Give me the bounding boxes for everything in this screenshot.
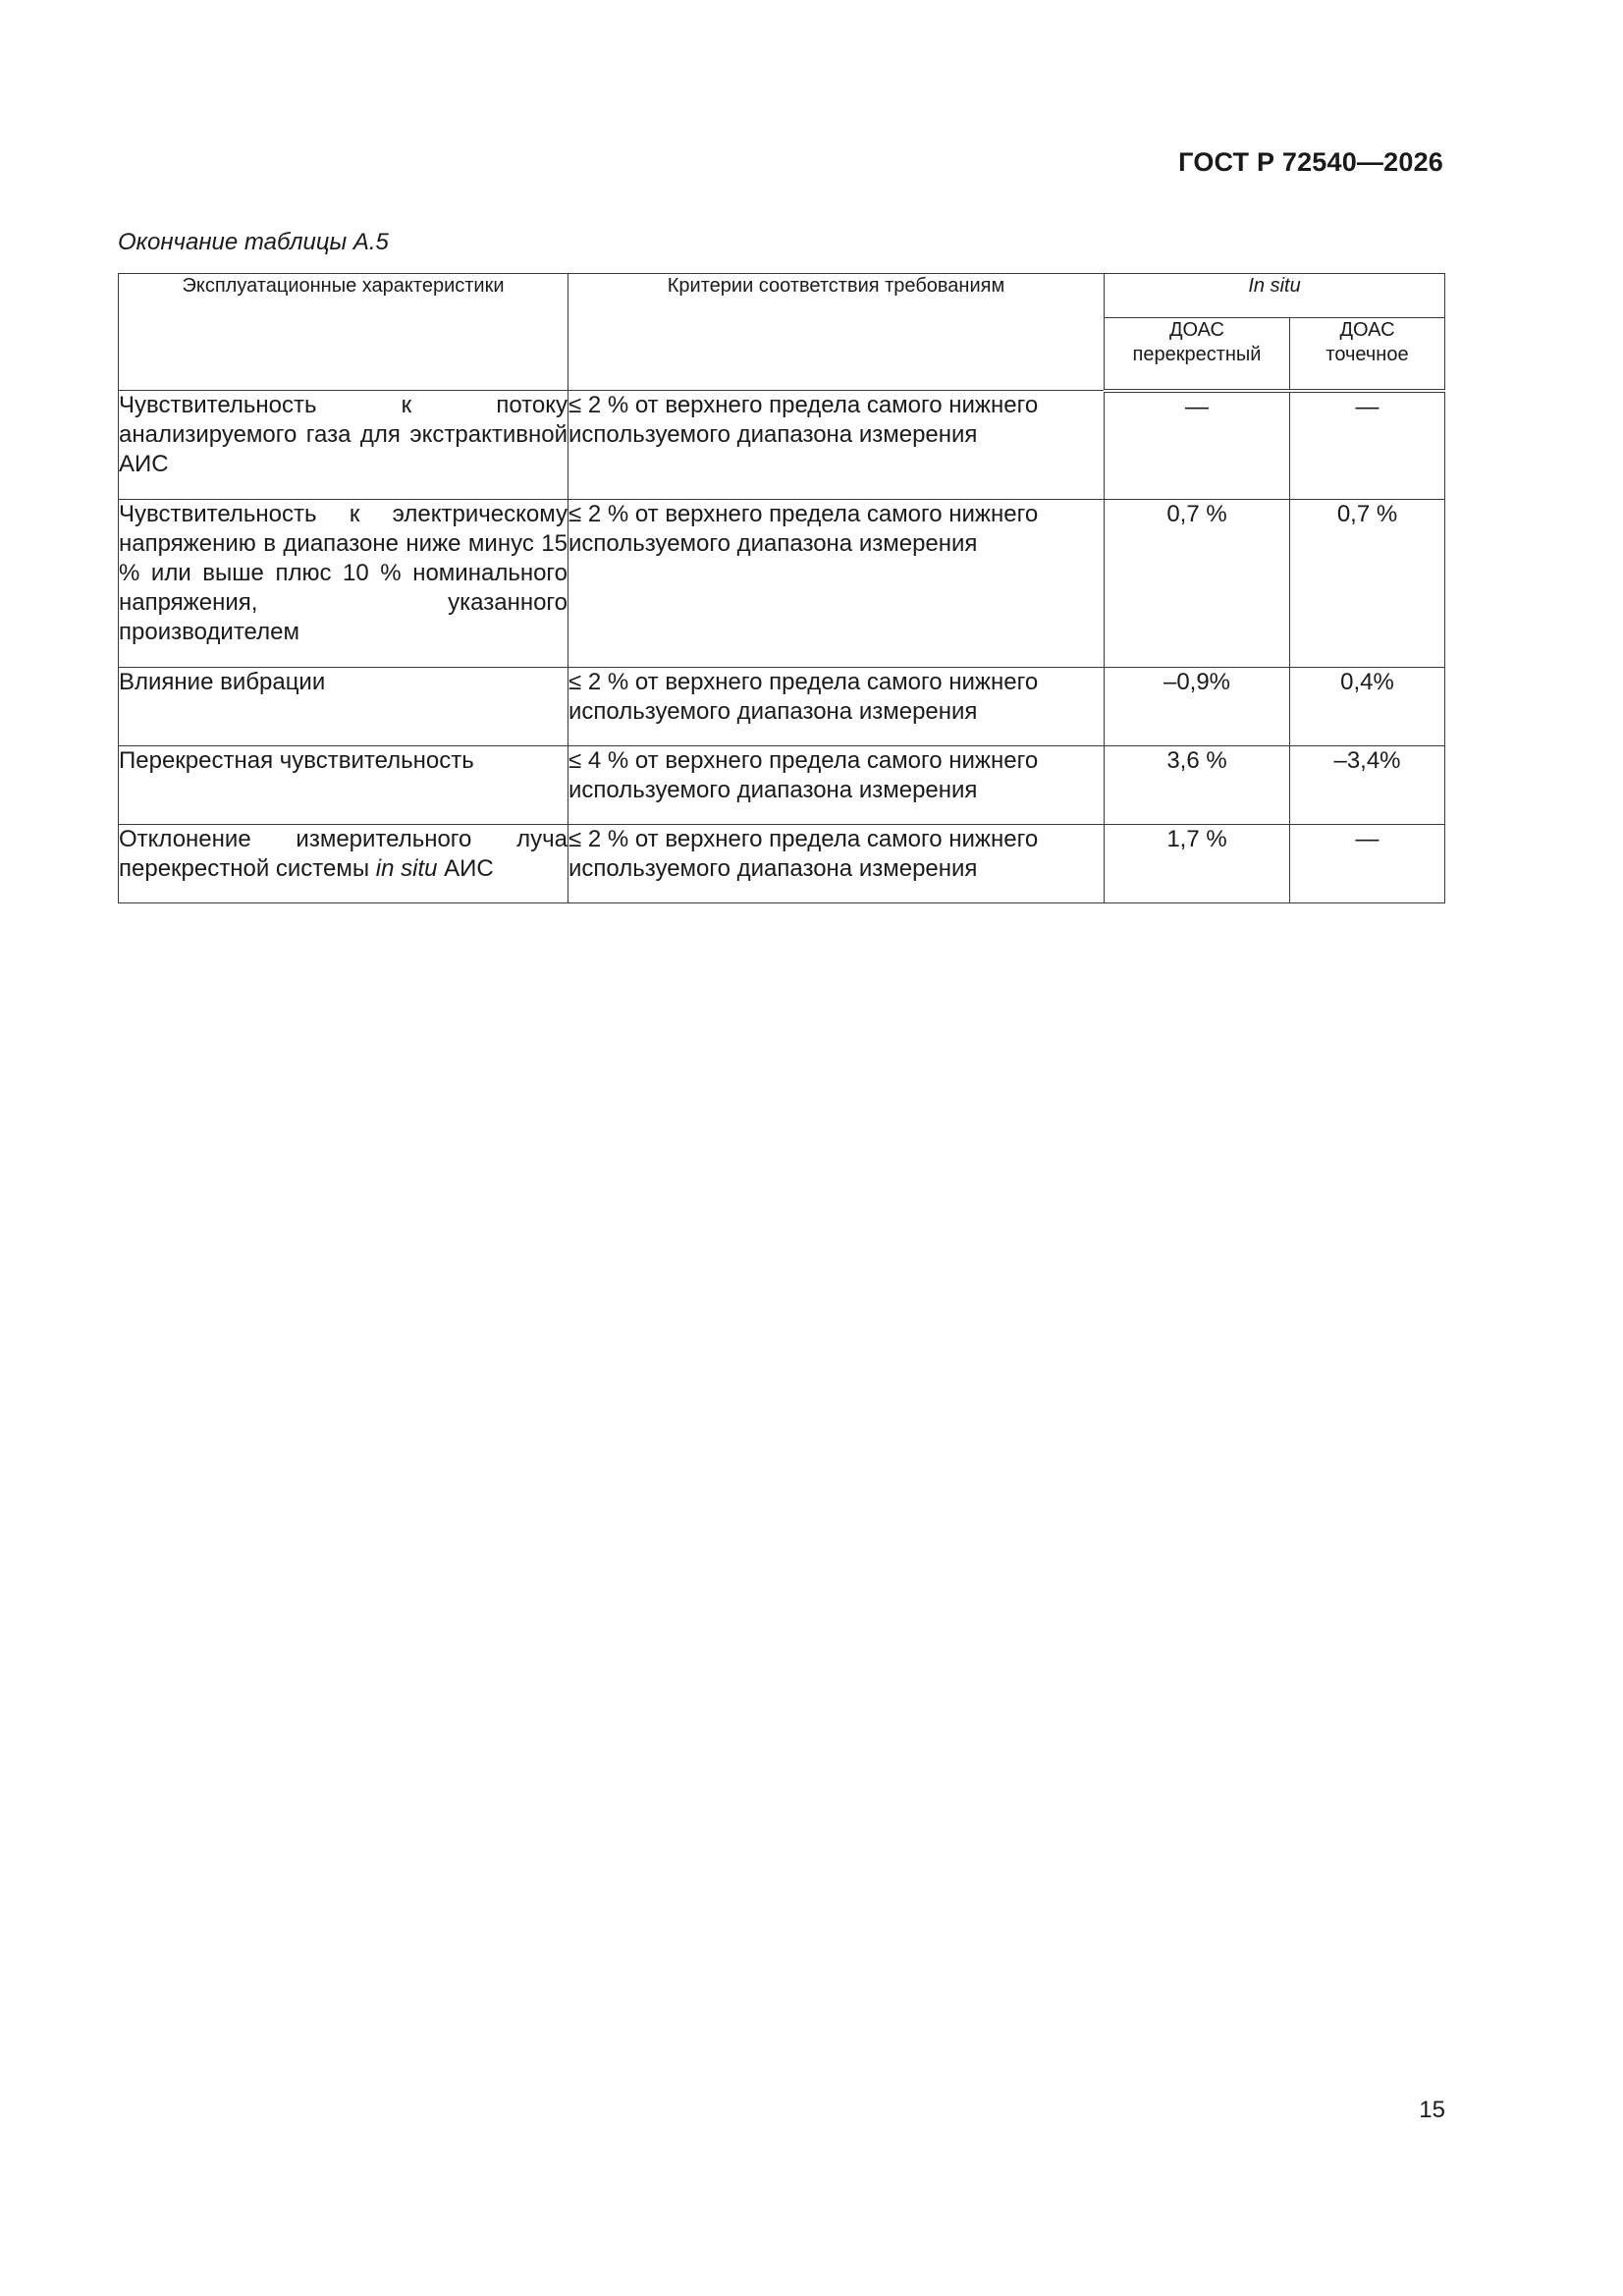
characteristic-italic-in-situ: in situ [375, 855, 438, 882]
cell-criteria: ≤ 2 % от верхнего предела самого нижнего используемого диапазона измерения [568, 668, 1105, 746]
characteristic-text-part: АИС [437, 855, 494, 882]
header-doas-point-line1: ДОАС [1339, 319, 1395, 341]
header-doas-cross [1105, 318, 1290, 391]
cell-characteristic: Чувствительность к электрическому напряжению в диапазоне ниже минус 15 % или выше плюс 10 % номинального напряжения, указанного производителем [119, 500, 568, 668]
cell-doas-point: — [1290, 391, 1445, 500]
document-code: ГОСТ Р 72540—2026 [1178, 147, 1443, 177]
header-doas-point [1290, 318, 1445, 391]
table-row [119, 746, 1445, 825]
cell-criteria: ≤ 2 % от верхнего предела самого нижнего используемого диапазона измерения [568, 825, 1105, 903]
cell-doas-cross: 0,7 % [1105, 500, 1290, 668]
header-in-situ: In situ [1105, 274, 1445, 318]
header-doas-cross-line1: ДОАС [1168, 319, 1224, 341]
table-header-row-1 [119, 274, 1445, 318]
table-row [119, 825, 1445, 903]
cell-doas-point: –3,4% [1290, 746, 1445, 825]
cell-doas-cross: –0,9% [1105, 668, 1290, 746]
header-criteria: Критерии соответствия требованиям [568, 274, 1105, 391]
cell-characteristic [119, 825, 568, 903]
cell-characteristic: Чувствительность к потоку анализируемого газа для экстрактивной АИС [119, 391, 568, 500]
header-doas-point-line2: точечное [1325, 344, 1409, 365]
table-caption: Окончание таблицы А.5 [118, 229, 389, 255]
cell-characteristic: Перекрестная чувствительность [119, 746, 568, 825]
header-characteristics: Эксплуатационные характеристики [119, 274, 568, 391]
cell-doas-point: 0,7 % [1290, 500, 1445, 668]
page-number: 15 [1419, 2097, 1445, 2123]
cell-criteria: ≤ 2 % от верхнего предела самого нижнего используемого диапазона измерения [568, 391, 1105, 500]
header-doas-cross-line2: перекрестный [1132, 344, 1262, 365]
cell-doas-cross: — [1105, 391, 1290, 500]
cell-characteristic: Влияние вибрации [119, 668, 568, 746]
cell-doas-cross: 3,6 % [1105, 746, 1290, 825]
table-row [119, 500, 1445, 668]
cell-doas-cross: 1,7 % [1105, 825, 1290, 903]
table-row [119, 668, 1445, 746]
table-row [119, 391, 1445, 500]
characteristics-table [118, 273, 1445, 903]
cell-doas-point: 0,4% [1290, 668, 1445, 746]
cell-doas-point: — [1290, 825, 1445, 903]
cell-criteria: ≤ 4 % от верхнего предела самого нижнего используемого диапазона измерения [568, 746, 1105, 825]
cell-criteria: ≤ 2 % от верхнего предела самого нижнего используемого диапазона измерения [568, 500, 1105, 668]
characteristic-text-part: Отклонение измерительного луча перекрестной системы [119, 826, 568, 882]
